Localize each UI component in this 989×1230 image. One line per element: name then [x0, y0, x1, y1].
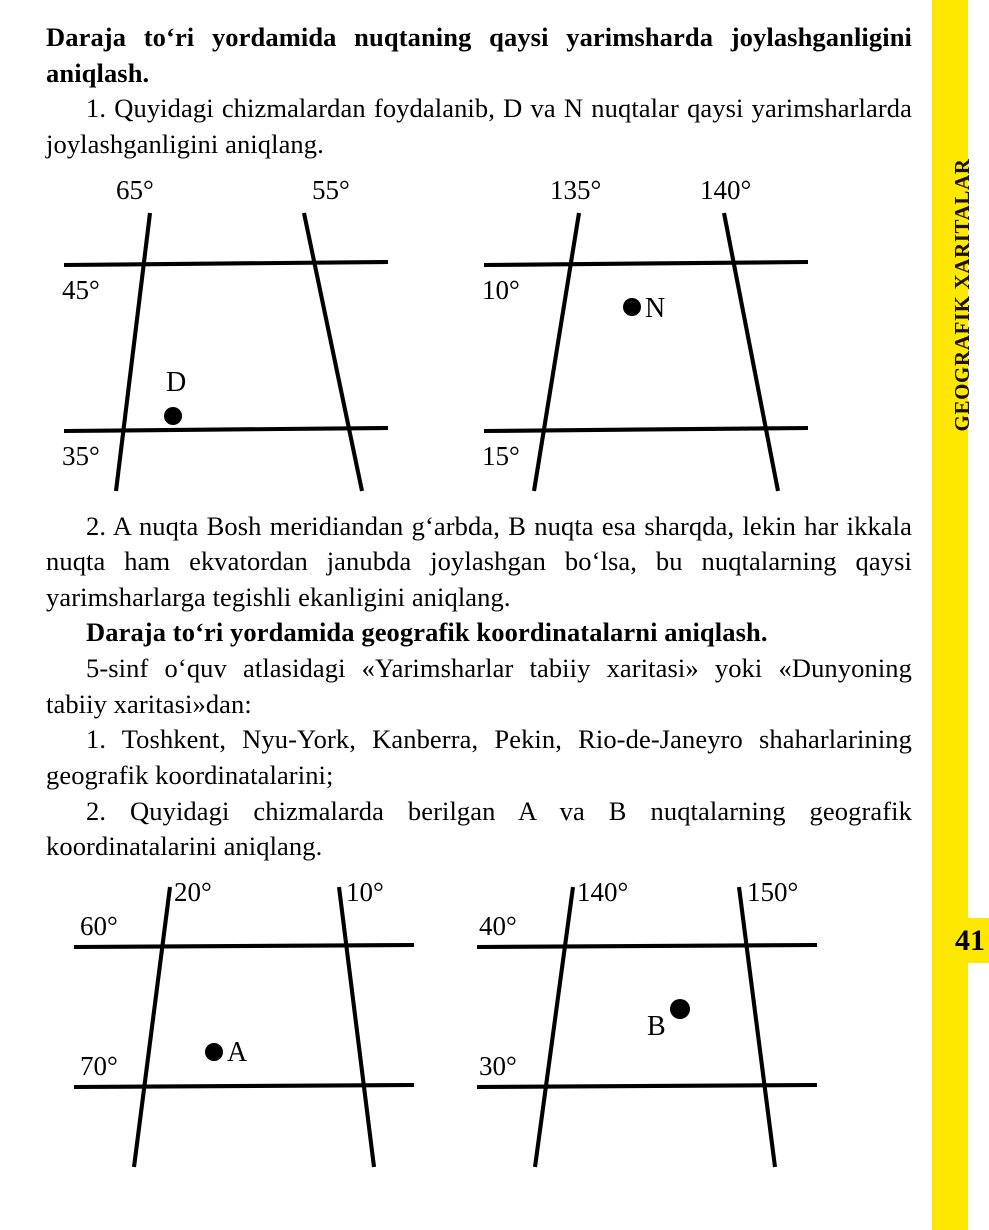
diagram-b-meridian-right: [739, 887, 775, 1167]
diagram-b-meridian-left-label: 140°: [577, 876, 629, 907]
diagram-n-point-label: N: [645, 292, 666, 324]
diagram-b: [451, 869, 851, 1189]
diagram-d-point-marker: [164, 407, 182, 425]
task-1-item-1: 1. Quyidagi chizmalardan foydalanib, D va N nuqtalar qaysi yarimsharlarda joylashganligini aniqlang.: [46, 93, 912, 159]
diagram-n: [456, 169, 856, 509]
diagram-a-point-marker: [205, 1043, 223, 1061]
page-number: 41: [955, 924, 985, 957]
diagram-a: [56, 869, 456, 1189]
diagram-a-meridian-left-label: 20°: [174, 876, 212, 907]
diagram-n-parallel-top: [484, 262, 808, 265]
diagram-d-meridian-left-label: 65°: [116, 174, 154, 205]
diagram-a-parallel-top: [74, 945, 414, 947]
diagram-a-parallel-bottom-label: 70°: [80, 1050, 118, 1081]
diagram-b-meridian-left: [535, 887, 573, 1167]
text-column: [46, 20, 912, 1189]
diagram-d-point-label: D: [166, 366, 187, 398]
diagram-b-point-marker: [670, 999, 690, 1019]
diagram-b-parallel-top-label: 40°: [479, 910, 517, 941]
diagram-n-meridian-right-label: 140°: [700, 174, 752, 205]
diagram-a-meridian-right-label: 10°: [346, 876, 384, 907]
task-2-item-1: 1. Toshkent, Nyu-York, Kanberra, Pekin, Rio-de-Janeyro shaharlarining geografik koordinatalarini;: [46, 724, 912, 791]
diagram-row-top: [46, 169, 912, 509]
chapter-title: GEOGRAFIK XARITALAR: [950, 158, 974, 432]
diagram-n-parallel-bottom-label: 15°: [482, 440, 520, 471]
diagram-n-parallel-bottom: [484, 428, 808, 431]
section-heading-2: Daraja to‘ri yordamida geografik koordinatalarni aniqlash.: [86, 617, 768, 648]
diagram-a-parallel-bottom: [74, 1085, 414, 1087]
diagram-b-point-label: B: [647, 1010, 666, 1042]
diagram-b-parallel-bottom-label: 30°: [479, 1050, 517, 1081]
diagram-b-parallel-bottom: [477, 1085, 817, 1087]
diagram-d-parallel-bottom-label: 35°: [62, 440, 100, 471]
diagram-b-meridian-right-label: 150°: [747, 876, 799, 907]
diagram-n-meridian-left: [534, 213, 579, 491]
diagram-a-parallel-top-label: 60°: [80, 910, 118, 941]
diagram-d-parallel-top: [64, 262, 388, 265]
section-2-intro: 5-sinf o‘quv atlasidagi «Yarimsharlar tabiiy xaritasi» yoki «Dunyoning tabiiy xaritasi»dan:: [46, 653, 912, 719]
task-1-item-2: 2. A nuqta Bosh meridiandan g‘arbda, B nuqta esa sharqda, lekin har ikkala nuqta ham ekvatordan janubda joylashgan bo‘lsa, bu nuqtalarning qaysi yarimsharlarga tegishli ekanligini aniqlang.: [46, 510, 912, 612]
diagram-row-bottom: [46, 869, 912, 1189]
diagram-d-parallel-top-label: 45°: [62, 274, 100, 305]
diagram-a-point-label: A: [227, 1036, 248, 1068]
diagram-n-parallel-top-label: 10°: [482, 274, 520, 305]
diagram-d-meridian-right: [304, 213, 362, 491]
diagram-b-parallel-top: [477, 945, 817, 947]
diagram-n-meridian-right: [724, 213, 778, 491]
task-2-item-2: 2. Quyidagi chizmalarda berilgan A va B nuqtalarning geografik koordinatalarini aniqlang.: [46, 795, 912, 862]
diagram-a-meridian-left: [134, 887, 170, 1167]
diagram-d-parallel-bottom: [64, 428, 388, 431]
section-heading-1: Daraja to‘ri yordamida nuqtaning qaysi yarimsharda joylashganligini aniqlash.: [46, 22, 912, 88]
diagram-d: [54, 169, 454, 509]
diagram-a-meridian-right: [339, 887, 374, 1167]
diagram-d-meridian-right-label: 55°: [312, 174, 350, 205]
diagram-d-meridian-left: [116, 213, 150, 491]
diagram-n-point-marker: [623, 298, 641, 316]
diagram-n-meridian-left-label: 135°: [550, 174, 602, 205]
